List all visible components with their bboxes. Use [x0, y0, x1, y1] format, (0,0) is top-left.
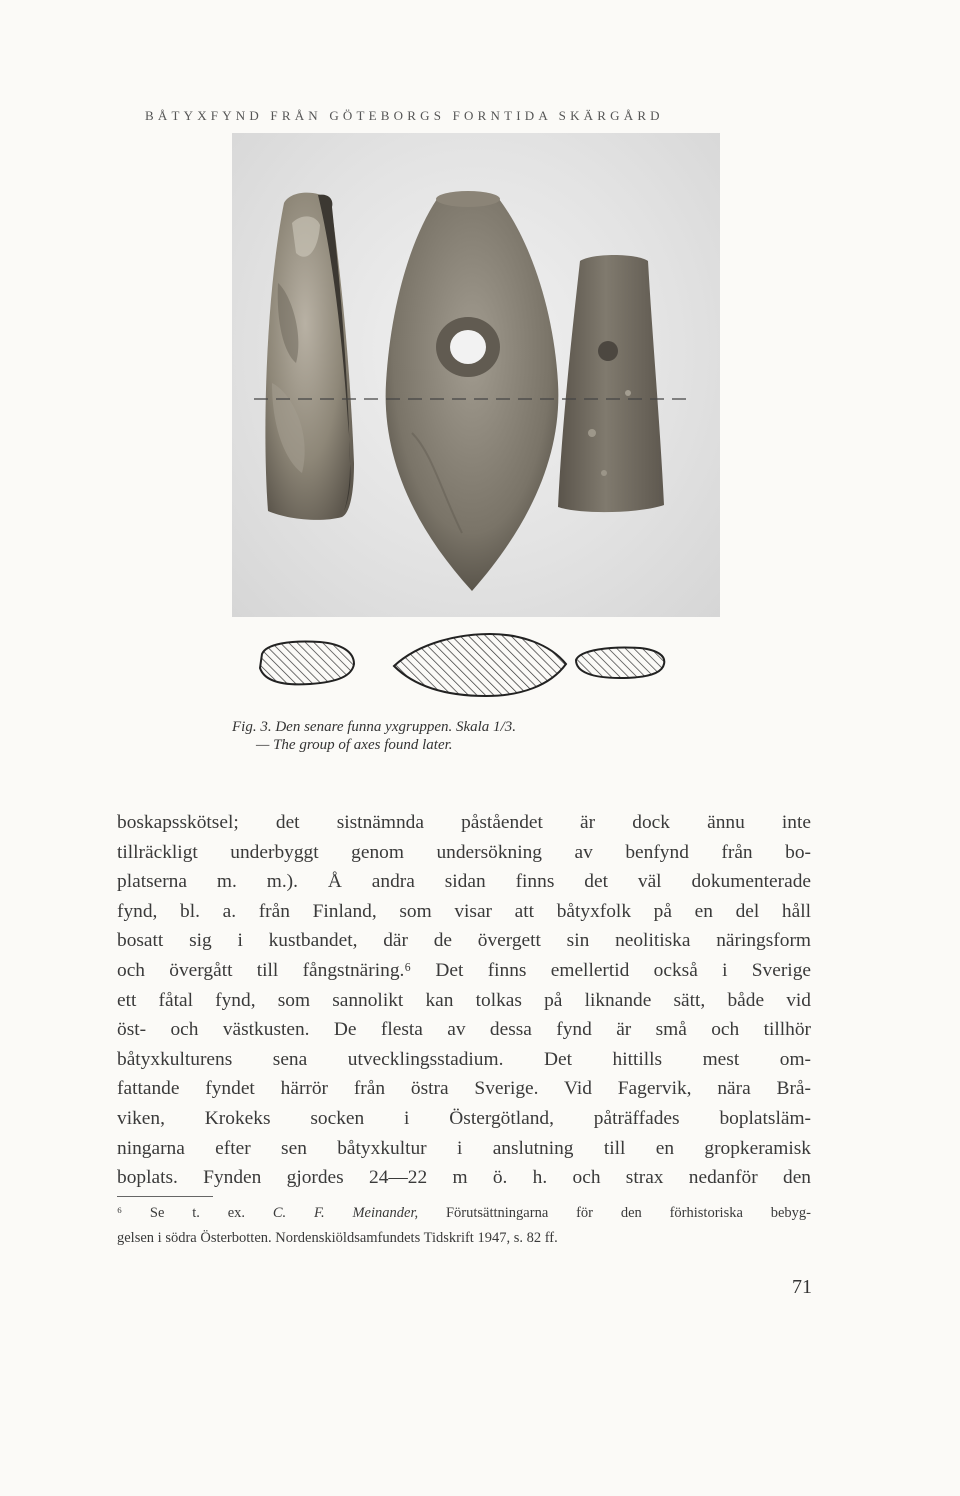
caption-swedish: Fig. 3. Den senare funna yxgruppen. Skala 1/3. — [232, 719, 516, 735]
caption-english: — The group of axes found later. — [256, 737, 453, 753]
text-line: och övergått till fångstnäring.⁶ Det finns emellertid också i Sverige — [117, 959, 811, 981]
figure-photograph — [232, 133, 720, 617]
stone-axe-right — [558, 255, 664, 512]
footnote-title: Förutsättningarna för den förhistoriska bebyg- — [418, 1205, 812, 1221]
section-right-axe — [576, 648, 664, 679]
text-line: platserna m. m.). Å andra sidan finns det väl dokumenterade — [117, 871, 811, 893]
footnote-line-2: gelsen i södra Österbotten. Nordenskiöldsamfundets Tidskrift 1947, s. 82 ff. — [117, 1230, 558, 1246]
footnote-author: C. F. Meinander, — [272, 1205, 419, 1221]
text-line: boskapsskötsel; det sistnämnda påståendet är dock ännu inte — [117, 812, 811, 833]
text-line: öst- och västkusten. De flesta av dessa fynd är små och tillhör — [117, 1019, 811, 1041]
text-line: fattande fyndet härrör från östra Sverige. Vid Fagervik, nära Brå- — [117, 1078, 811, 1100]
page-number: 71 — [792, 1276, 812, 1298]
text-line: båtyxkulturens sena utvecklingsstadium. Det hittills mest om- — [117, 1048, 811, 1070]
running-head: BÅTYXFYND FRÅN GÖTEBORGS FORNTIDA SKÄRGÅRD — [145, 108, 664, 123]
text-line: ett fåtal fynd, som sannolikt kan tolkas på liknande sätt, både vid — [117, 989, 811, 1011]
footnote-line-1 — [117, 1201, 811, 1226]
footnote-prefix: Se t. ex. — [122, 1205, 273, 1221]
text-line: ningarna efter sen båtyxkultur i anslutning till en gropkeramisk — [117, 1137, 811, 1159]
section-left-axe — [260, 642, 354, 685]
text-line: fynd, bl. a. från Finland, som visar att båtyxfolk på en del håll — [117, 900, 811, 922]
figure-caption — [232, 718, 752, 754]
footnote-rule — [117, 1196, 213, 1197]
section-middle-axe — [394, 634, 566, 696]
body-paragraph — [117, 808, 811, 1193]
text-line: tillräckligt underbyggt genom undersökning av benfynd från bo- — [117, 841, 811, 863]
boat-axe-middle — [386, 191, 559, 591]
footnote — [117, 1201, 811, 1251]
footnote-marker: ⁶ — [117, 1205, 123, 1221]
text-line: boplats. Fynden gjordes 24—22 m ö. h. och strax nedanför den — [117, 1167, 811, 1189]
axes-photo-illustration — [232, 133, 720, 617]
cross-sections — [250, 630, 730, 700]
text-line: viken, Krokeks socken i Östergötland, påträffades boplatsläm- — [117, 1107, 811, 1129]
flint-axe-left — [265, 193, 354, 520]
text-line: bosatt sig i kustbandet, där de övergett sin neolitiska näringsform — [117, 930, 811, 952]
